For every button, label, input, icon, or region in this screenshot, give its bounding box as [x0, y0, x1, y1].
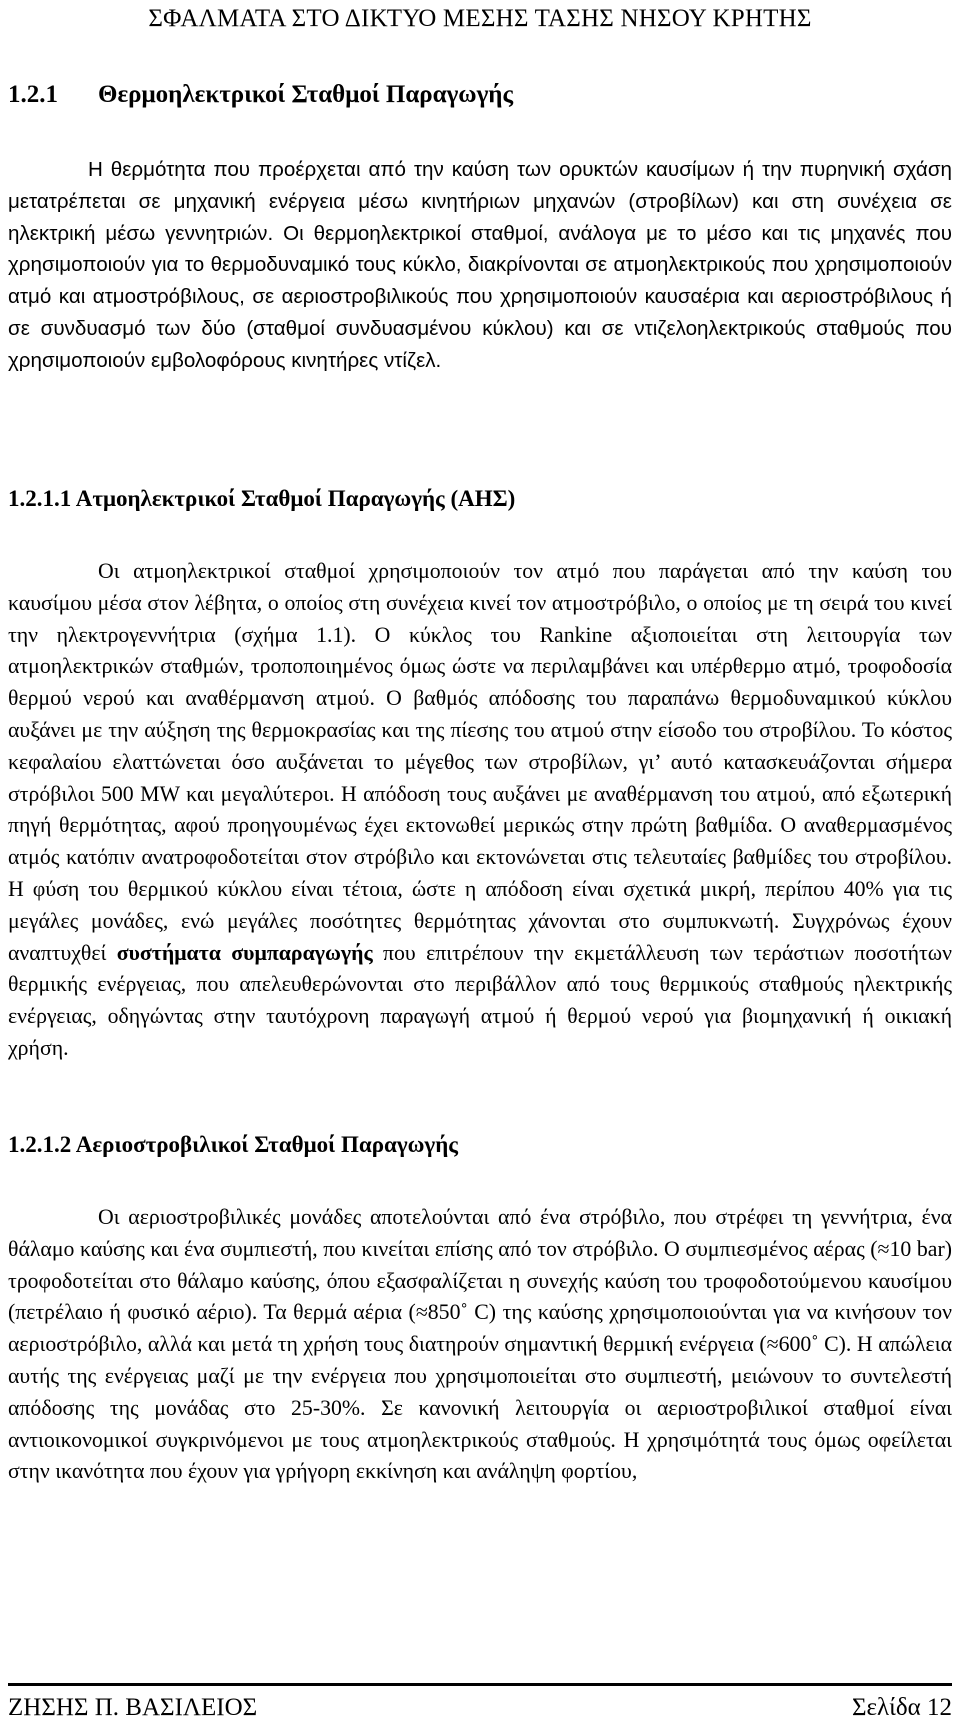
steam-plants-paragraph [8, 556, 952, 1065]
footer-divider [8, 1683, 952, 1686]
running-header: ΣΦΑΛΜΑΤΑ ΣΤΟ ΔΙΚΤΥΟ ΜΕΣΗΣ ΤΑΣΗΣ ΝΗΣΟΥ ΚΡΗΤΗΣ [148, 5, 812, 32]
bold-term-cogeneration: συστήματα συμπαραγωγής [116, 940, 373, 965]
footer-page-number: Σελίδα 12 [851, 1694, 952, 1721]
subsection-heading-gas-turbine: 1.2.1.2 Αεριοστροβιλικοί Σταθμοί Παραγωγής [8, 1132, 458, 1157]
section-number: 1.2.1 [8, 81, 58, 108]
intro-paragraph: Η θερμότητα που προέρχεται από την καύση των ορυκτών καυσίμων ή την πυρηνική σχάση μετατρέπεται σε μηχανική ενέργεια μέσω κινητήριων μηχανών (στροβίλων) και στη συνέχεια σε ηλεκτρική μέσω γεννητριών. Οι θερμοηλεκτρικοί σταθμοί, ανάλογα με το μέσο και τις μηχανές που χρησιμοποιούν για το θερμοδυναμικό τους κύκλο, διακρίνονται σε ατμοηλεκτρικούς που χρησιμοποιούν ατμό και ατμοστρόβιλους, σε αεριοστροβιλικούς που χρησιμοποιούν καυσαέρια και αεριοστρόβιλους ή σε συνδυασμό των δύο (σταθμοί συνδυασμένου κύκλου) και σε ντιζελοηλεκτρικούς σταθμούς που χρησιμοποιούν εμβολοφόρους κινητήρες ντίζελ. [8, 158, 952, 372]
footer-author: ΖΗΣΗΣ Π. ΒΑΣΙΛΕΙΟΣ [8, 1694, 258, 1721]
steam-text-part-2: που επιτρέπουν την εκμετάλλευση των τεράστιων ποσοτήτων θερμικής ενέργειας, που απελευθερώνονται στο περιβάλλον από τους θερμικούς σταθμούς ηλεκτρικής ενέργειας, οδηγώντας στην ταυτόχρονη παραγωγή ατμού ή θερμού νερού για βιομηχανική ή οικιακή χρήση. [8, 940, 953, 1060]
steam-text-part-1: Οι ατμοηλεκτρικοί σταθμοί χρησιμοποιούν τον ατμό που παράγεται από την καύση του καυσίμου μέσα στον λέβητα, ο οποίος στη συνέχεια κινεί τον ατμοστρόβιλο, ο οποίος με τη σειρά του κινεί την ηλεκτρογεννήτρια (σχήμα 1.1). Ο κύκλος του Rankine αξιοποιείται στη λειτουργία των ατμοηλεκτρικών σταθμών, τροποποιημένος όμως ώστε να περιλαμβάνει και υπέρθερμο ατμό, τροφοδοσία θερμού νερού και αναθέρμανση ατμού. Ο βαθμός απόδοσης του παραπάνω θερμοδυναμικού κύκλου αυξάνει με την αύξηση της θερμοκρασίας και της πίεσης του ατμού στην είσοδο του στροβίλου. Το κόστος κεφαλαίου ελαττώνεται όσο αυξάνεται το μέγεθος των στροβίλων, γι’ αυτό κατασκευάζονται σήμερα στρόβιλοι 500 MW και μεγαλύτεροι. Η απόδοση τους αυξάνει με αναθέρμανση του ατμού, από εξωτερική πηγή θερμότητας, αφού προηγουμένως έχει εκτονωθεί μερικώς στην πρώτη βαθμίδα. Ο αναθερμασμένος ατμός κατόπιν ανατροφοδοτείται στον στρόβιλο και εκτονώνεται στις τελευταίες βαθμίδες του στροβίλου. Η φύση του θερμικού κύκλου είναι τέτοια, ώστε η απόδοση είναι σχετικά μικρή, περίπου 40% για τις μεγάλες μονάδες, ενώ μεγάλες ποσότητες θερμότητας χάνονται στο συμπυκνωτή. Συγχρόνως έχουν αναπτυχθεί [8, 559, 952, 965]
section-heading [8, 80, 513, 110]
subsection-heading-steam: 1.2.1.1 Ατμοηλεκτρικοί Σταθμοί Παραγωγής (ΑΗΣ) [8, 486, 516, 511]
section-title: Θερμοηλεκτρικοί Σταθμοί Παραγωγής [98, 81, 514, 108]
gas-turbine-paragraph: Οι αεριοστροβιλικές μονάδες αποτελούνται από ένα στρόβιλο, που στρέφει τη γεννήτρια, ένα θάλαμο καύσης και ένα συμπιεστή, που κινείται επίσης από τον στρόβιλο. Ο συμπιεσμένος αέρας (≈10 bar) τροφοδοτείται στο θάλαμο καύσης, όπου εξασφαλίζεται η συνεχής καύση του τροφοδοτούμενου καυσίμου (πετρέλαιο ή φυσικό αέριο). Τα θερμά αέρια (≈850˚ C) της καύσης χρησιμοποιούνται για να κινήσουν τον αεριοστρόβιλο, αλλά και μετά τη χρήση τους διατηρούν σημαντική θερμική ενέργεια (≈600˚ C). Η απώλεια αυτής της ενέργειας μαζί με την ενέργεια που χρησιμοποιείται στο συμπιεστή, μειώνουν το συντελεστή απόδοσης της μονάδας στο 25-30%. Σε κανονική λειτουργία οι αεριοστροβιλικοί σταθμοί είναι αντιοικονομικοί συγκρινόμενοι με τους ατμοηλεκτρικούς σταθμούς. Η χρησιμότητά τους όμως οφείλεται στην ικανότητα που έχουν για γρήγορη εκκίνηση και ανάληψη φορτίου, [8, 1205, 952, 1484]
